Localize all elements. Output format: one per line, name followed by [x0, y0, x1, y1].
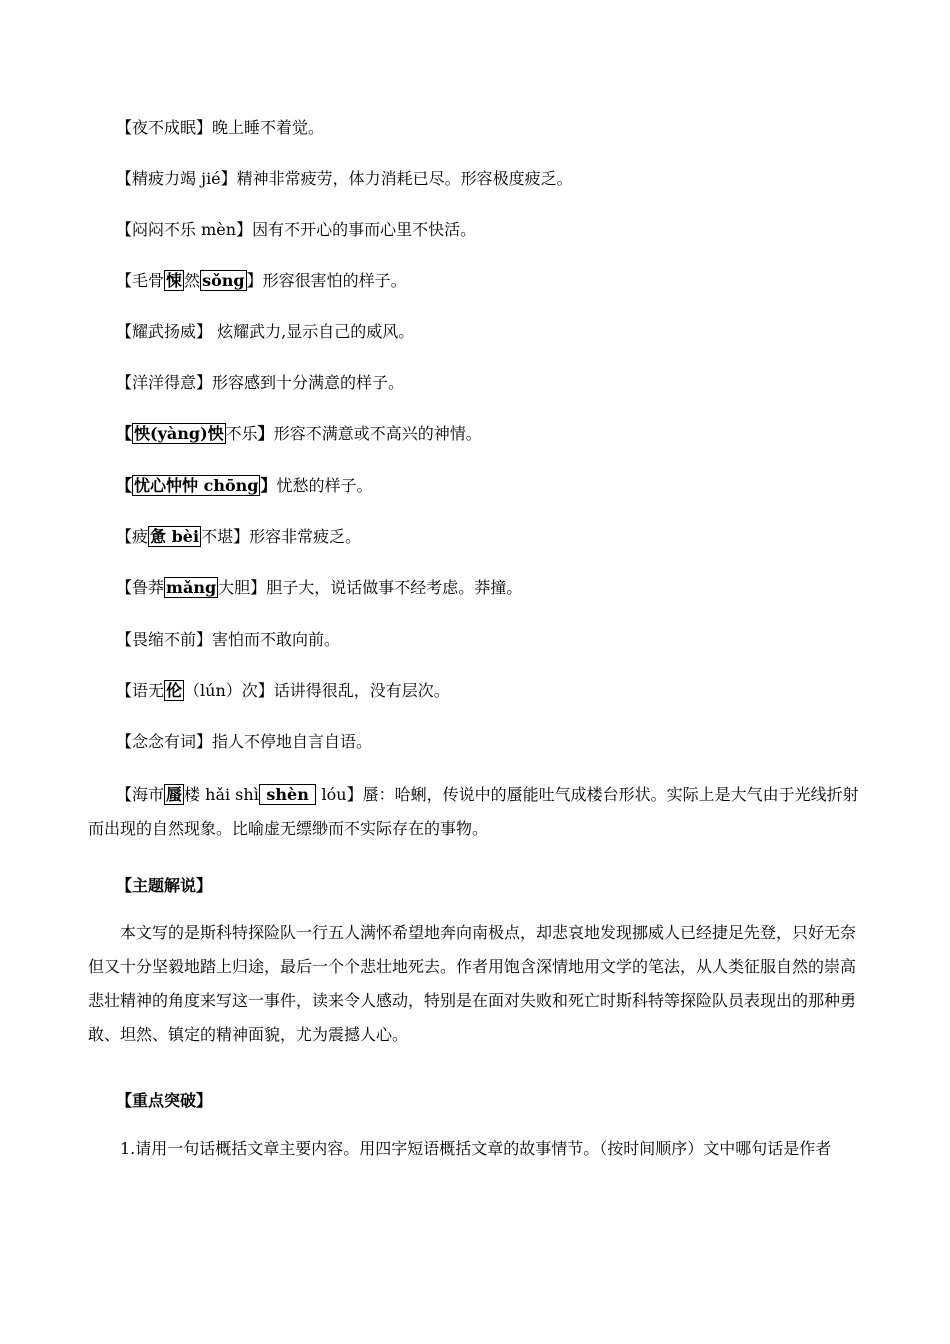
vocab-entry: 【鲁莽 mǎng 大胆】胆子大，说话做事不经考虑。莽撞。: [116, 578, 523, 597]
boxed-pinyin: shèn: [260, 785, 315, 804]
vocab-entry: 【闷闷不乐 mèn】因有不开心的事而心里不快活。: [116, 220, 477, 239]
vocab-entry: 【洋洋得意】形容感到十分满意的样子。: [116, 373, 405, 392]
vocab-entry: 【疲 惫 bèi 不堪】形容非常疲乏。: [116, 527, 362, 546]
boxed-char: 伦: [166, 681, 183, 700]
vocab-entry: 【毛骨 悚 然 sǒng 】形容很害怕的样子。: [116, 271, 407, 290]
vocab-entry: 【畏缩不前】害怕而不敢向前。: [116, 630, 341, 649]
boxed-char: 悚: [166, 271, 183, 290]
vocab-entry: 【耀武扬威】 炫耀武力,显示自己的威风。: [116, 322, 415, 341]
boxed-pinyin: mǎng: [166, 578, 217, 597]
boxed-term: 怏(yàng)怏: [134, 424, 224, 443]
vocab-entry-mirage: 【海市 蜃 楼 hǎi shì shèn lóu】蜃：哈蜊，传说中的蜃能吐气成楼台形状。实际上是大气由于光线折射而出现的自然现象。比喻虚无缥缈而不实际存在的事物。: [88, 785, 859, 838]
vocab-entry: 【语无 伦 （lún）次】话讲得很乱，没有层次。: [116, 681, 450, 700]
vocab-entry: 【精疲力竭 jié】精神非常疲劳，体力消耗已尽。形容极度疲乏。: [116, 169, 573, 188]
vocab-entry: 【 忧心忡忡 chōng 】忧愁的样子。: [116, 476, 373, 495]
boxed-term: 惫 bèi: [150, 527, 200, 546]
boxed-pinyin: sǒng: [202, 271, 245, 290]
section-heading-theme: 【主题解说】: [116, 876, 213, 895]
vocab-entry: 【夜不成眠】晚上睡不着觉。: [116, 118, 325, 137]
boxed-char: 蜃: [166, 785, 183, 804]
key-paragraph: 1.请用一句话概括文章主要内容。用四字短语概括文章的故事情节。（按时间顺序）文中哪句话是作者: [120, 1139, 832, 1158]
vocab-entry: 【 怏(yàng)怏 不乐】形容不满意或不高兴的神情。: [116, 424, 482, 443]
theme-paragraph: 本文写的是斯科特探险队一行五人满怀希望地奔向南极点，却悲哀地发现挪威人已经捷足先登，只好无奈但又十分坚毅地踏上归途，最后一个个悲壮地死去。作者用饱含深情地用文学的笔法，从人类征服自然的崇高悲壮精神的角度来写这一事件，读来令人感动，特别是在面对失败和死亡时斯科特等探险队员表现出的那种勇敢、坦然、镇定的精神面貌，尤为震撼人心。: [88, 923, 857, 1044]
section-heading-key: 【重点突破】: [116, 1091, 213, 1110]
boxed-term: 忧心忡忡 chōng: [134, 476, 259, 495]
vocab-entry: 【念念有词】指人不停地自言自语。: [116, 732, 373, 751]
